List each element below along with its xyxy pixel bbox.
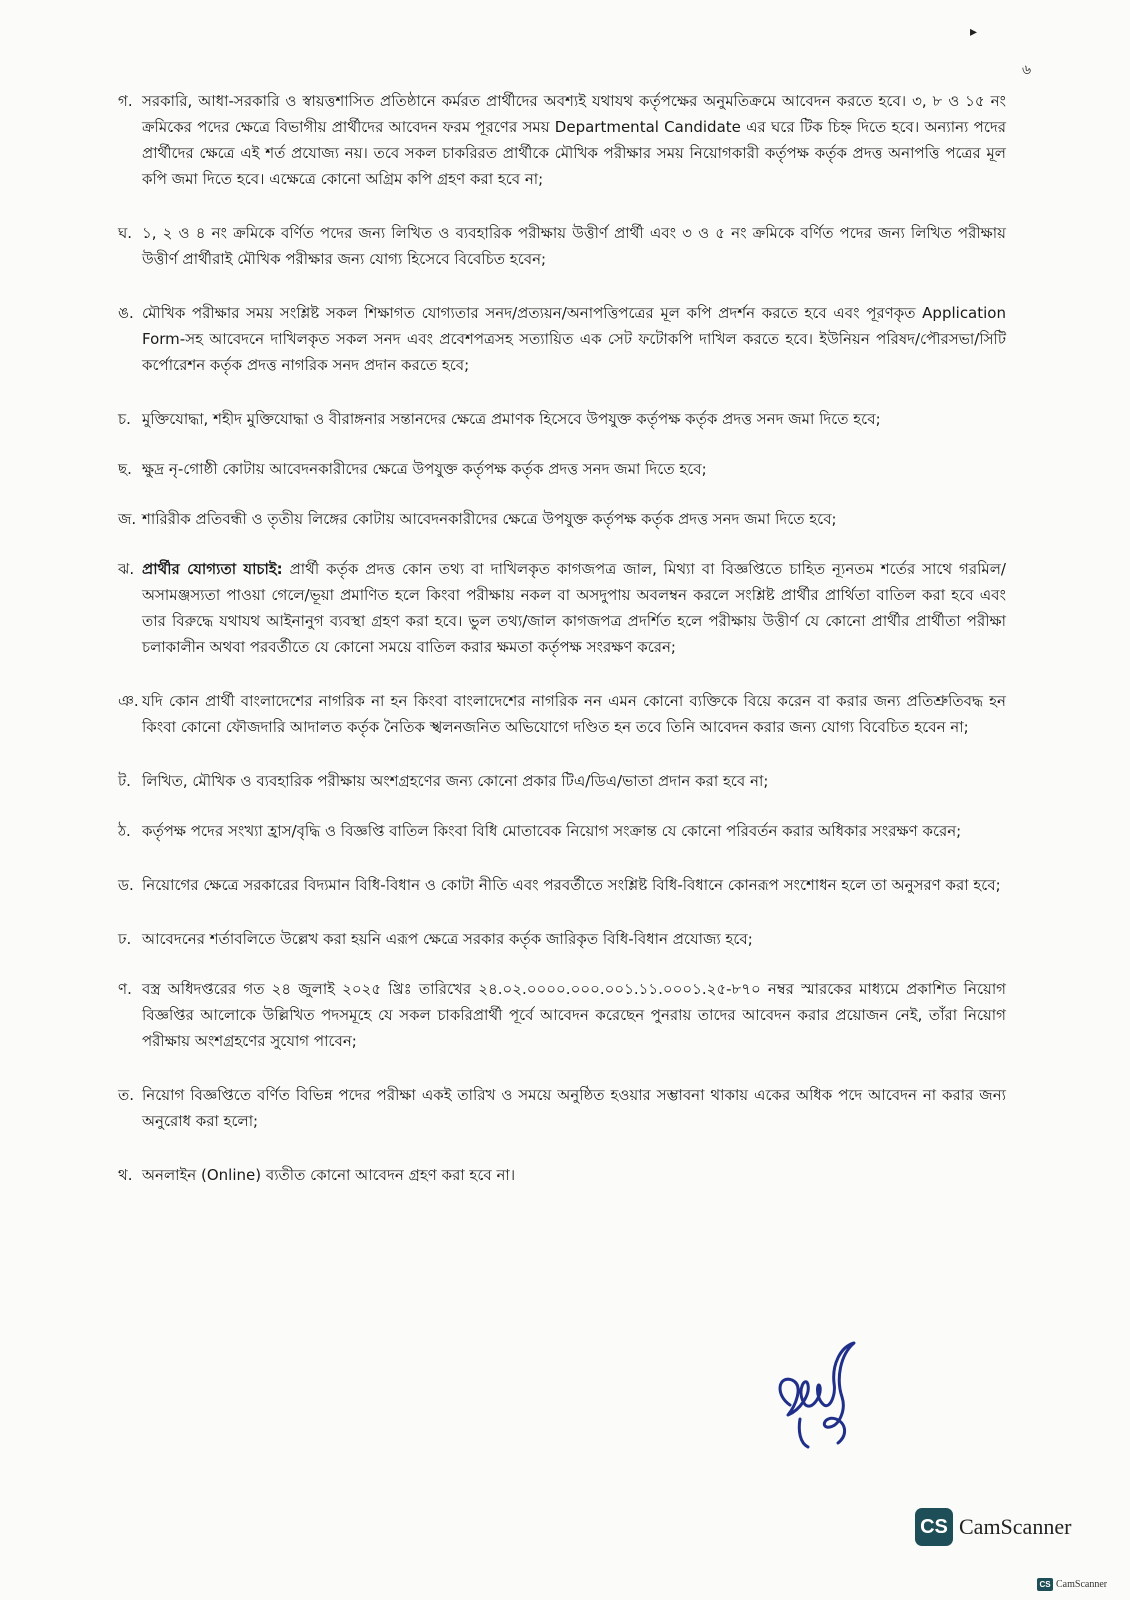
- page-number-mark: ৬: [1022, 62, 1032, 78]
- clause-dha: [118, 926, 1006, 952]
- clause-marker: ট.: [118, 772, 131, 790]
- clause-na: [118, 976, 1006, 1054]
- clause-tha: [118, 818, 1006, 844]
- clause-marker: ড.: [118, 876, 134, 894]
- clause-cha: [118, 406, 1006, 432]
- clause-marker: ছ.: [118, 460, 132, 478]
- signature: [770, 1335, 870, 1455]
- clause-gha: [118, 220, 1006, 272]
- clause-marker: ঠ.: [118, 822, 131, 840]
- clause-nya: [118, 688, 1006, 740]
- clause-da: [118, 872, 1006, 898]
- clause-marker: জ.: [118, 510, 137, 528]
- clause-text: মুক্তিযোদ্ধা, শহীদ মুক্তিযোদ্ধা ও বীরাঙ্গনার সন্তানদের ক্ষেত্রে প্রমাণক হিসেবে উপযুক্ত কর্তৃপক্ষ কর্তৃক প্রদত্ত সনদ জমা দিতে হবে;: [142, 410, 881, 428]
- camscanner-small-logo-icon: CS: [1037, 1578, 1053, 1591]
- clause-text: মৌখিক পরীক্ষার সময় সংশ্লিষ্ট সকল শিক্ষাগত যোগ্যতার সনদ/প্রত্যয়ন/অনাপত্তিপত্রের মূল কপি প্রদর্শন করতে হবে এবং পূরণকৃত Application Form-সহ আবেদনে দাখিলকৃত সকল সনদ এবং প্রবেশপত্রসহ সত্যায়িত এক সেট ফটোকপি দাখিল করতে হবে। ইউনিয়ন পরিষদ/পৌরসভা/সিটি কর্পোরেশন কর্তৃক প্রদত্ত নাগরিক সনদ প্রদান করতে হবে;: [142, 304, 1006, 374]
- clause-jha: [118, 556, 1006, 660]
- clause-marker: চ.: [118, 410, 131, 428]
- clause-text: যদি কোন প্রার্থী বাংলাদেশের নাগরিক না হন কিংবা বাংলাদেশের নাগরিক নন এমন কোনো ব্যক্তিকে বিয়ে করেন বা করার জন্য প্রতিশ্রুতিবদ্ধ হন কিংবা কোনো ফৌজদারি আদালত কর্তৃক নৈতিক স্খলনজনিত অভিযোগে দণ্ডিত হন তবে তিনি আবেদন করার জন্য যোগ্য বিবেচিত হবেন না;: [142, 692, 1006, 736]
- clause-text: লিখিত, মৌখিক ও ব্যবহারিক পরীক্ষায় অংশগ্রহণের জন্য কোনো প্রকার টিএ/ডিএ/ভাতা প্রদান করা হবে না;: [142, 772, 769, 790]
- clause-marker: গ.: [118, 92, 133, 110]
- clause-umo: [118, 300, 1006, 378]
- clause-ta: [118, 768, 1006, 794]
- clause-marker: ঙ.: [118, 304, 134, 322]
- camscanner-name: CamScanner: [959, 1514, 1072, 1539]
- clause-text: শারিরীক প্রতিবন্ধী ও তৃতীয় লিঙ্গের কোটায় আবেদনকারীদের ক্ষেত্রে উপযুক্ত কর্তৃপক্ষ কর্তৃক প্রদত্ত সনদ জমা দিতে হবে;: [142, 510, 837, 528]
- clause-ja: [118, 506, 1006, 532]
- camscanner-small-name: CamScanner: [1056, 1579, 1108, 1590]
- clause-lead: প্রার্থীর যোগ্যতা যাচাই:: [142, 560, 283, 578]
- terms-list: [118, 88, 1006, 1216]
- camscanner-watermark: [915, 1508, 1071, 1546]
- corner-mark: ▸: [970, 24, 978, 40]
- clause-text: বস্ত্র অধিদপ্তরের গত ২৪ জুলাই ২০২৫ খ্রিঃ তারিখের ২৪.০২.০০০০.০০০.০০১.১১.০০০১.২৫-৮৭০ নম্বর স্মারকের মাধ্যমে প্রকাশিত নিয়োগ বিজ্ঞপ্তির আলোকে উল্লিখিত পদসমূহে যে সকল চাকরিপ্রার্থী পূর্বে আবেদন করেছেন পুনরায় তাদের আবেদন করার প্রয়োজন নেই, তাঁরা নিয়োগ পরীক্ষায় অংশগ্রহণের সুযোগ পাবেন;: [142, 980, 1006, 1050]
- clause-ta-dental: [118, 1082, 1006, 1134]
- clause-text: অনলাইন (Online) ব্যতীত কোনো আবেদন গ্রহণ করা হবে না।: [142, 1166, 516, 1184]
- clause-marker: থ.: [118, 1166, 133, 1184]
- clause-text: ১, ২ ও ৪ নং ক্রমিকে বর্ণিত পদের জন্য লিখিত ও ব্যবহারিক পরীক্ষায় উত্তীর্ণ প্রার্থী এবং ৩ ও ৫ নং ক্রমিকে বর্ণিত পদের জন্য লিখিত পরীক্ষায় উত্তীর্ণ প্রার্থীরাই মৌখিক পরীক্ষার জন্য যোগ্য হিসেবে বিবেচিত হবেন;: [142, 224, 1006, 268]
- clause-text: নিয়োগের ক্ষেত্রে সরকারের বিদ্যমান বিধি-বিধান ও কোটা নীতি এবং পরবর্তীতে সংশ্লিষ্ট বিধি-বিধানে কোনরূপ সংশোধন হলে তা অনুসরণ করা হবে;: [142, 876, 1001, 894]
- camscanner-small-watermark: [1037, 1578, 1107, 1591]
- clause-marker: ঢ.: [118, 930, 132, 948]
- clause-marker: ত.: [118, 1086, 135, 1104]
- clause-marker: ঞ.: [118, 692, 139, 710]
- camscanner-logo-icon: CS: [915, 1508, 953, 1546]
- clause-text: নিয়োগ বিজ্ঞপ্তিতে বর্ণিত বিভিন্ন পদের পরীক্ষা একই তারিখ ও সময়ে অনুষ্ঠিত হওয়ার সম্ভাবনা থাকায় একের অধিক পদে আবেদন না করার জন্য অনুরোধ করা হলো;: [142, 1086, 1006, 1130]
- clause-marker: ঘ.: [118, 224, 133, 242]
- clause-text: ক্ষুদ্র নৃ-গোষ্ঠী কোটায় আবেদনকারীদের ক্ষেত্রে উপযুক্ত কর্তৃপক্ষ কর্তৃক প্রদত্ত সনদ জমা দিতে হবে;: [142, 460, 707, 478]
- clause-marker: ঝ.: [118, 560, 135, 578]
- clause-tha-dental: [118, 1162, 1006, 1188]
- clause-marker: ণ.: [118, 980, 132, 998]
- clause-text: আবেদনের শর্তাবলিতে উল্লেখ করা হয়নি এরূপ ক্ষেত্রে সরকার কর্তৃক জারিকৃত বিধি-বিধান প্রযোজ্য হবে;: [142, 930, 753, 948]
- clause-text: প্রার্থী কর্তৃক প্রদত্ত কোন তথ্য বা দাখিলকৃত কাগজপত্র জাল, মিথ্যা বা বিজ্ঞপ্তিতে চাহিত ন্যূনতম শর্তের সাথে গরমিল/অসামঞ্জস্যতা পাওয়া গেলে/ভূয়া প্রমাণিত হলে কিংবা পরীক্ষায় নকল বা অসদুপায় অবলম্বন করলে সংশ্লিষ্ট প্রার্থীর প্রার্থিতা বাতিল করা হবে এবং তার বিরুদ্ধে যথাযথ আইনানুগ ব্যবস্থা গ্রহণ করা হবে। ভুল তথ্য/জাল কাগজপত্র প্রদর্শিত হলে পরীক্ষায় উত্তীর্ণ যে কোনো প্রার্থীর প্রার্থীতা পরীক্ষা চলাকালীন অথবা পরবর্তীতে যে কোনো সময়ে বাতিল করার ক্ষমতা কর্তৃপক্ষ সংরক্ষণ করেন;: [142, 560, 1006, 656]
- clause-ga: [118, 88, 1006, 192]
- clause-text: কর্তৃপক্ষ পদের সংখ্যা হ্রাস/বৃদ্ধি ও বিজ্ঞপ্তি বাতিল কিংবা বিধি মোতাবেক নিয়োগ সংক্রান্ত যে কোনো পরিবর্তন করার অধিকার সংরক্ষণ করেন;: [142, 822, 962, 840]
- clause-text: সরকারি, আধা-সরকারি ও স্বায়ত্তশাসিত প্রতিষ্ঠানে কর্মরত প্রার্থীদের অবশ্যই যথাযথ কর্তৃপক্ষের অনুমতিক্রমে আবেদন করতে হবে। ৩, ৮ ও ১৫ নং ক্রমিকের পদের ক্ষেত্রে বিভাগীয় প্রার্থীদের আবেদন ফরম পূরণের সময় Departmental Candidate এর ঘরে টিক চিহ্ন দিতে হবে। অন্যান্য পদের প্রার্থীদের ক্ষেত্রে এই শর্ত প্রযোজ্য নয়। তবে সকল চাকরিরত প্রার্থীকে মৌখিক পরীক্ষার সময় নিয়োগকারী কর্তৃপক্ষ কর্তৃক প্রদত্ত অনাপত্তি পত্রের মূল কপি জমা দিতে হবে। এক্ষেত্রে কোনো অগ্রিম কপি গ্রহণ করা হবে না;: [142, 92, 1006, 188]
- clause-chha: [118, 456, 1006, 482]
